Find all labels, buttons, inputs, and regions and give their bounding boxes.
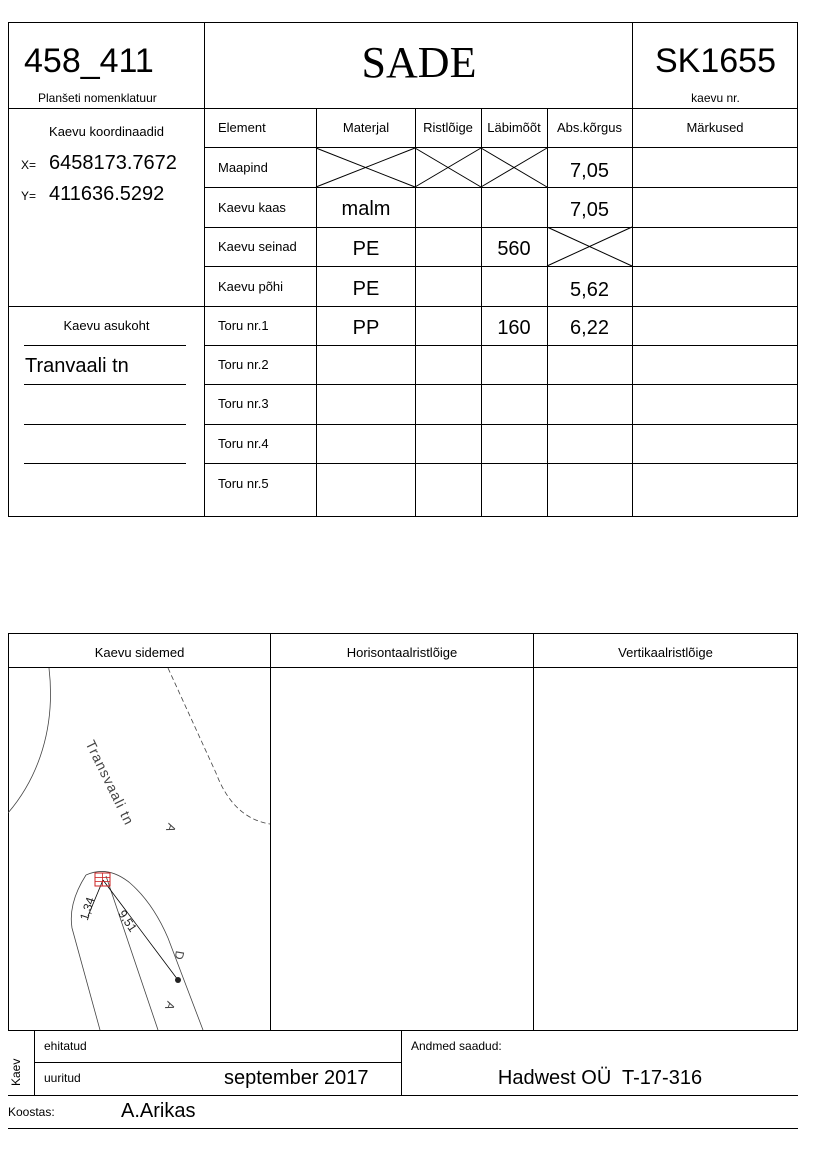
x-value: 6458173.7672 <box>49 152 177 174</box>
sheet-number: 458_411 <box>24 42 154 80</box>
reference-point <box>175 977 181 983</box>
well-icon <box>95 873 110 886</box>
row-element: Kaevu põhi <box>218 279 284 294</box>
row-element: Kaevu seinad <box>218 239 297 254</box>
row-material: PP <box>352 317 380 339</box>
section-horizontal-header: Horisontaalristlõige <box>346 645 458 660</box>
col-header-notes: Märkused <box>686 120 744 135</box>
row-diameter: 160 <box>497 317 531 339</box>
sketch-marker-1: A <box>163 821 179 834</box>
location-sketch <box>8 668 270 1030</box>
col-header-cross-section: Ristlõige <box>423 120 473 135</box>
survey-date: september 2017 <box>224 1067 369 1089</box>
well-number: SK1655 <box>655 42 776 80</box>
row-element: Kaevu kaas <box>218 200 286 215</box>
row-material: PE <box>352 238 380 260</box>
surveyed-label: uuritud <box>44 1071 81 1085</box>
y-label: Y= <box>21 189 37 203</box>
col-header-element: Element <box>218 120 266 135</box>
section-vertical-header: Vertikaalristlõige <box>618 645 713 660</box>
row-material: malm <box>341 198 391 220</box>
data-source: Hadwest OÜ T-17-316 <box>497 1067 703 1089</box>
built-label: ehitatud <box>44 1039 87 1053</box>
pipe-centerline <box>106 876 158 1030</box>
coordinates-label: Kaevu koordinaadid <box>49 124 164 139</box>
col-header-diameter: Läbimõõt <box>487 120 541 135</box>
sketch-street-label: Transvaali tn <box>82 737 138 828</box>
sketch-distance-1: 1,34 <box>77 895 98 923</box>
row-element: Maapind <box>218 160 268 175</box>
section-links-header: Kaevu sidemed <box>94 645 185 660</box>
page-title: SADE <box>361 38 477 87</box>
row-element: Toru nr.5 <box>218 476 269 491</box>
road-edge-dashed <box>168 668 270 824</box>
author-label: Koostas: <box>8 1105 55 1119</box>
data-source-label: Andmed saadud: <box>411 1039 502 1053</box>
row-element: Toru nr.1 <box>218 318 269 333</box>
kaev-label: Kaev <box>9 1058 23 1086</box>
location-label: Kaevu asukoht <box>63 318 150 333</box>
row-height: 5,62 <box>570 279 609 301</box>
sketch-point-label: D <box>171 949 187 961</box>
author-name: A.Arikas <box>121 1100 196 1122</box>
col-header-height: Abs.kõrgus <box>556 120 623 135</box>
location-street: Tranvaali tn <box>25 355 129 377</box>
sketch-distance-2: 9,51 <box>115 907 140 935</box>
dimension-line-2 <box>103 880 178 980</box>
col-header-material: Materjal <box>342 120 390 135</box>
road-edge-left <box>8 668 51 813</box>
row-element: Toru nr.2 <box>218 357 269 372</box>
row-height: 7,05 <box>570 199 609 221</box>
sketch-marker-2: A <box>162 999 178 1012</box>
sheet-caption: Planšeti nomenklatuur <box>38 91 157 105</box>
well-caption: kaevu nr. <box>691 91 740 105</box>
y-value: 411636.5292 <box>49 183 165 205</box>
row-material: PE <box>352 278 380 300</box>
row-height: 6,22 <box>570 317 609 339</box>
row-diameter: 560 <box>497 238 531 260</box>
x-label: X= <box>21 158 37 172</box>
row-element: Toru nr.4 <box>218 436 269 451</box>
row-height: 7,05 <box>570 160 609 182</box>
row-element: Toru nr.3 <box>218 396 269 411</box>
pipe-edge-right <box>86 871 203 1030</box>
